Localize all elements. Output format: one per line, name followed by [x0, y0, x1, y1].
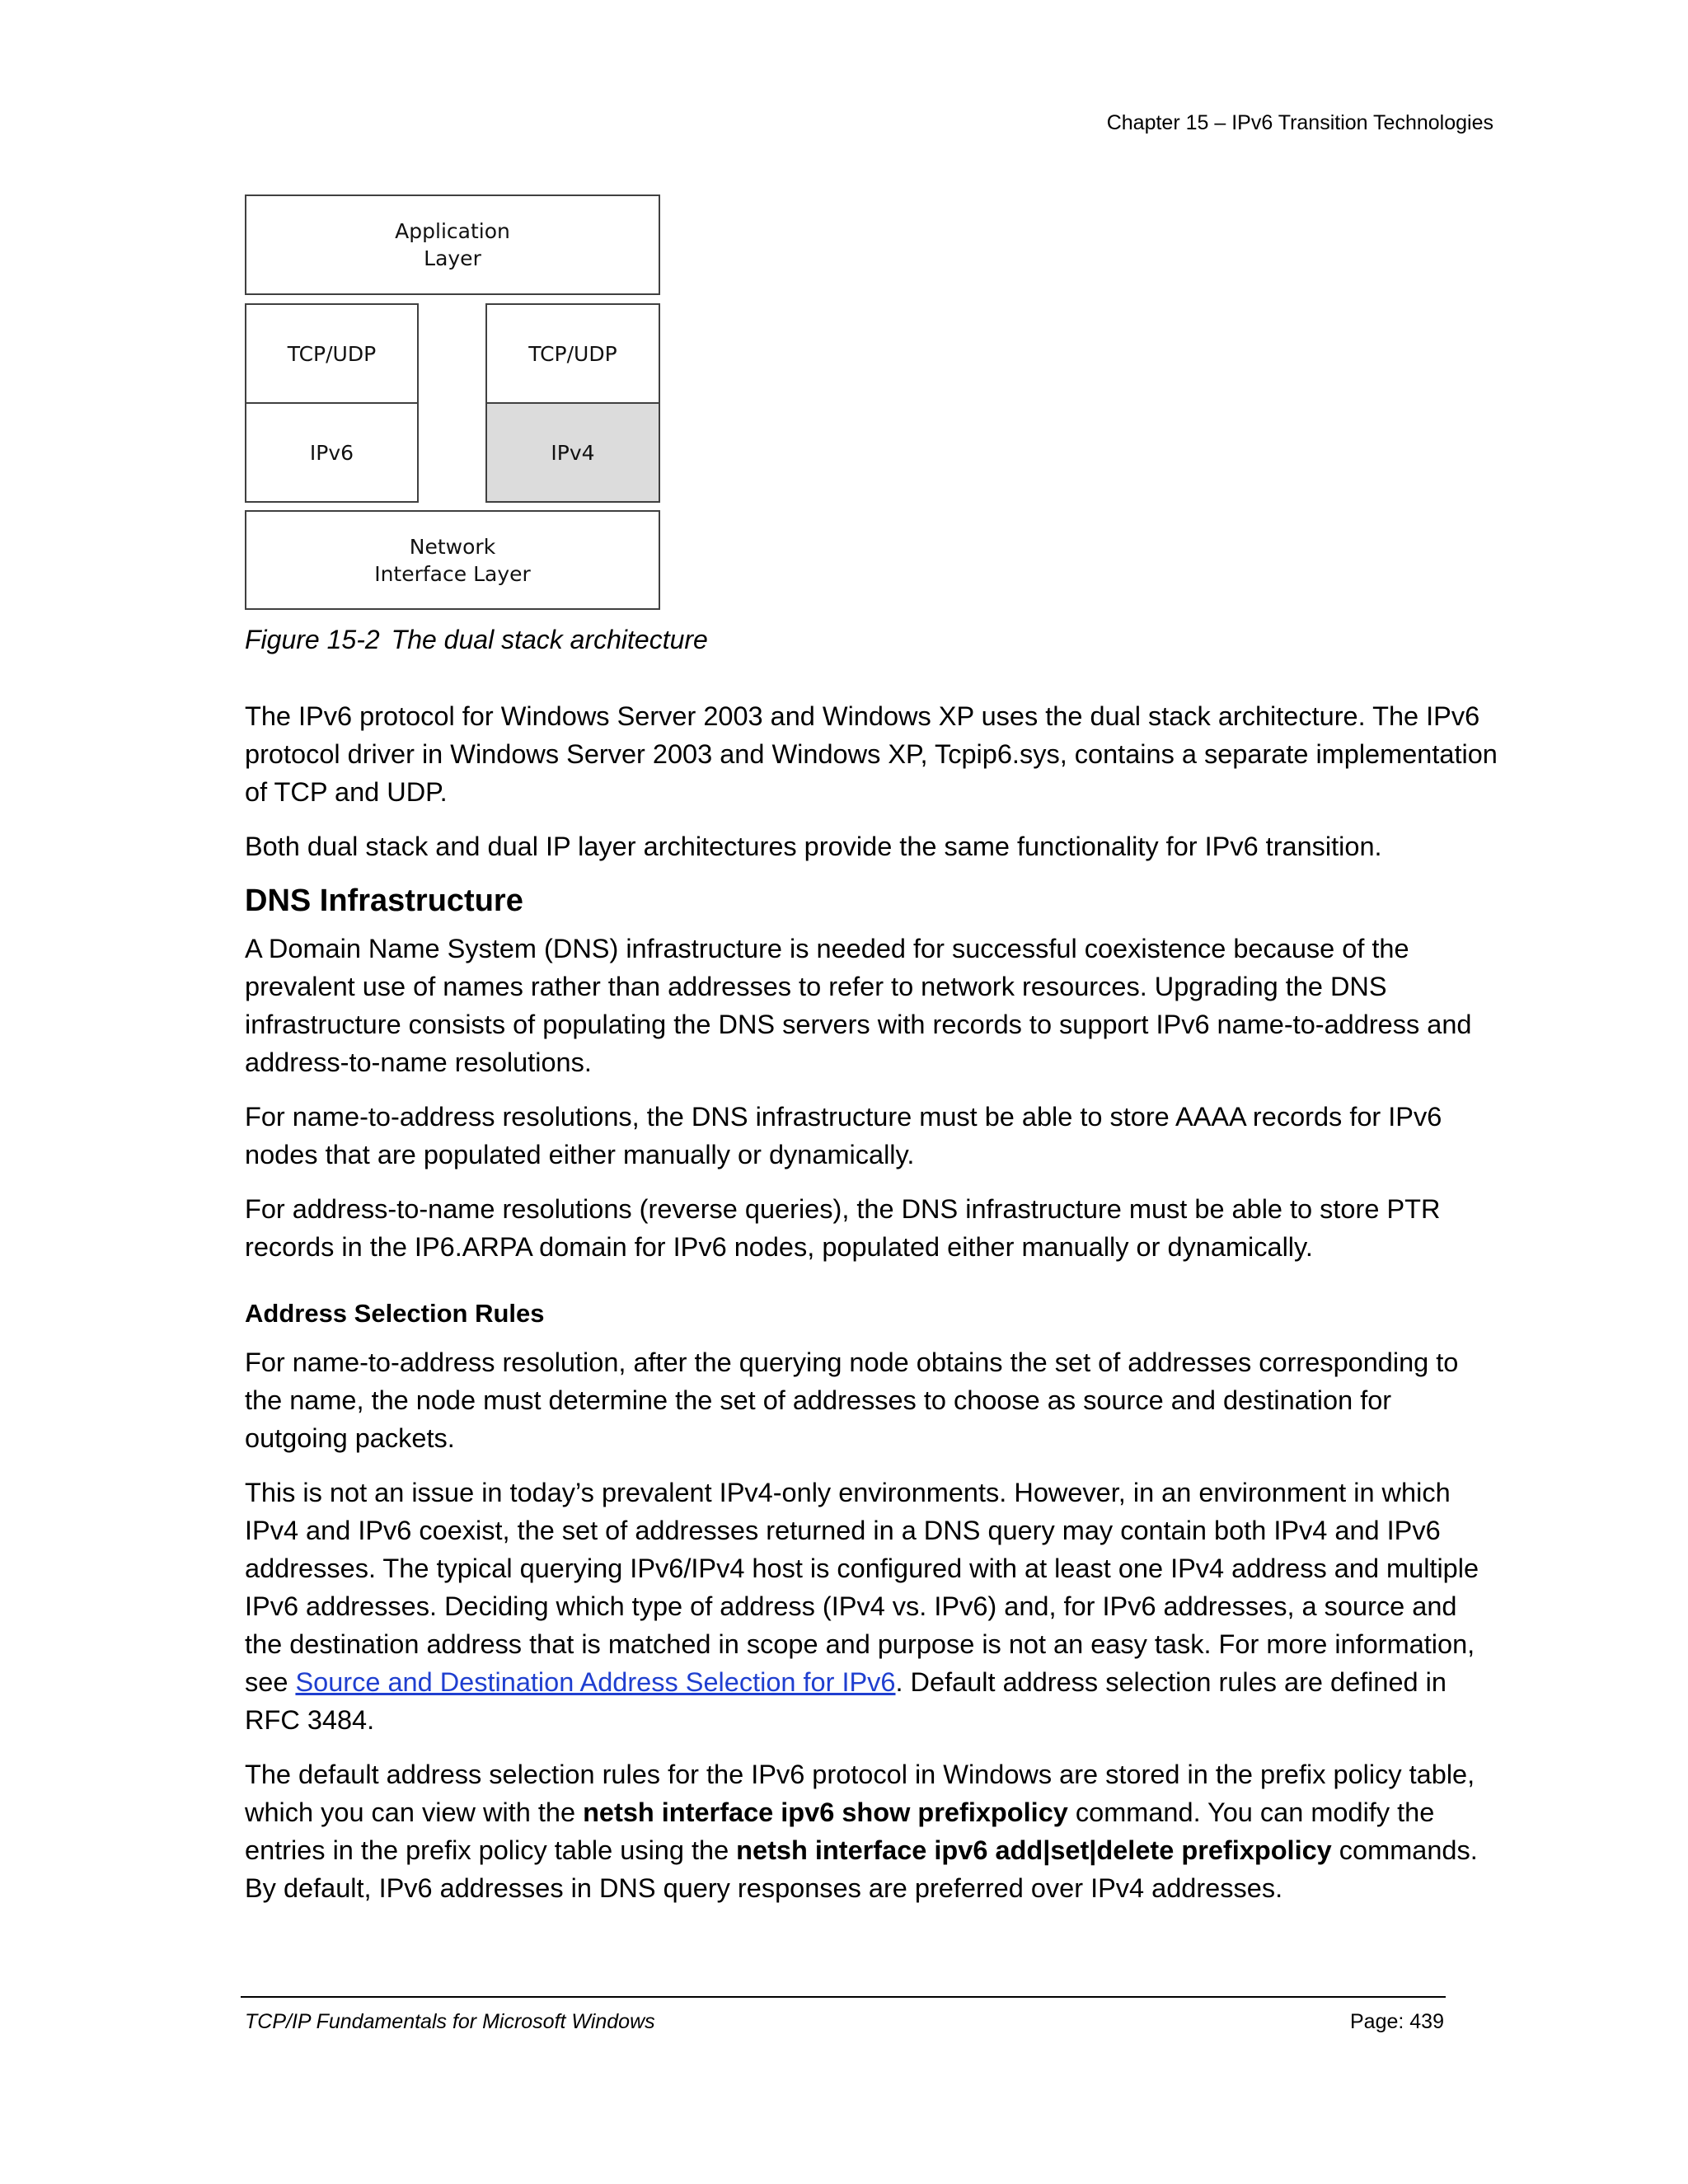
tcp-udp-right-label: TCP/UDP	[528, 341, 617, 366]
figure-caption	[245, 623, 708, 656]
paragraph-coexist-text: This is not an issue in today’s prevalent IPv4-only environments. However, in an environment in which IPv4 and IPv6 coexist, the set of addresses returned in a DNS query may contain both IPv4 and IPv6 addresses. The typical querying IPv6/IPv4 host is configured with at least one IPv4 address and multiple IPv6 addresses. Deciding which type of address (IPv4 vs. IPv6) and, for IPv6 addresses, a source and the destination address that is matched in scope and purpose is not an easy task. For more information, see	[245, 1478, 1479, 1697]
application-layer-line2: Layer	[424, 246, 481, 270]
command-show-prefixpolicy: netsh interface ipv6 show prefixpolicy	[583, 1797, 1068, 1827]
paragraph-coexist	[245, 1474, 1498, 1739]
ipv4-box	[485, 402, 660, 503]
application-layer-line1: Application	[395, 219, 510, 243]
running-header: Chapter 15 – IPv6 Transition Technologies	[1106, 111, 1493, 134]
tcp-udp-left-box	[245, 303, 419, 404]
heading-dns-infrastructure: DNS Infrastructure	[245, 883, 523, 918]
footer-page-number: Page: 439	[1350, 2010, 1444, 2033]
footer-book-title: TCP/IP Fundamentals for Microsoft Windows	[245, 2010, 655, 2033]
application-layer-box	[245, 194, 660, 295]
paragraph-address-to-name: For address-to-name resolutions (reverse queries), the DNS infrastructure must be able to store PTR records in the IP6.ARPA domain for IPv6 nodes, populated either manually or dynamically.	[245, 1194, 1441, 1262]
paragraph-selection-intro: For name-to-address resolution, after the querying node obtains the set of addresses corresponding to the name, the node must determine the set of addresses to choose as source and destination for outgoing packets.	[245, 1347, 1459, 1453]
paragraph-coexist-tail: . Default address selection rules are defined in RFC 3484.	[245, 1667, 1447, 1735]
network-interface-layer-box	[245, 510, 660, 610]
tcp-udp-right-box	[485, 303, 660, 404]
paragraph-name-to-address: For name-to-address resolutions, the DNS infrastructure must be able to store AAAA records for IPv6 nodes that are populated either manually or dynamically.	[245, 1102, 1442, 1169]
tcp-udp-left-label: TCP/UDP	[287, 341, 377, 366]
heading-address-selection-rules: Address Selection Rules	[245, 1299, 545, 1328]
paragraph-prefix-policy-mid: command. You can modify the entries in the prefix policy table using the	[245, 1797, 1435, 1865]
paragraph-dns-intro: A Domain Name System (DNS) infrastructure is needed for successful coexistence because of the prevalent use of names rather than addresses to refer to network resources. Upgrading the DNS infrastructure consists of populating the DNS servers with records to support IPv6 name-to-address and address-to-name resolutions.	[245, 934, 1472, 1077]
paragraph-prefix-policy	[245, 1755, 1498, 1907]
ipv4-label: IPv4	[551, 440, 595, 465]
paragraph-dual-stack: The IPv6 protocol for Windows Server 2003 and Windows XP uses the dual stack architecture. The IPv6 protocol driver in Windows Server 2003 and Windows XP, Tcpip6.sys, contains a separate implementation of TCP and UDP.	[245, 701, 1498, 807]
paragraph-prefix-policy-text: The default address selection rules for the IPv6 protocol in Windows are stored in the prefix policy table, which you can view with the	[245, 1760, 1475, 1827]
network-interface-line1: Network	[409, 534, 496, 559]
ipv6-box	[245, 402, 419, 503]
dual-stack-diagram	[245, 194, 660, 610]
source-destination-selection-link[interactable]: Source and Destination Address Selection for IPv6	[295, 1667, 896, 1697]
paragraph-functionality: Both dual stack and dual IP layer architectures provide the same functionality for IPv6 transition.	[245, 832, 1382, 861]
figure-caption-number: Figure 15-2	[245, 625, 380, 654]
network-interface-line2: Interface Layer	[374, 561, 531, 586]
page-body	[245, 697, 1498, 1924]
ipv6-label: IPv6	[309, 440, 354, 465]
command-modify-prefixpolicy: netsh interface ipv6 add|set|delete prefixpolicy	[736, 1835, 1332, 1865]
figure-caption-text: The dual stack architecture	[391, 625, 708, 654]
paragraph-prefix-policy-tail: commands. By default, IPv6 addresses in DNS query responses are preferred over IPv4 addresses.	[245, 1835, 1478, 1903]
footer-divider	[241, 1996, 1446, 1998]
